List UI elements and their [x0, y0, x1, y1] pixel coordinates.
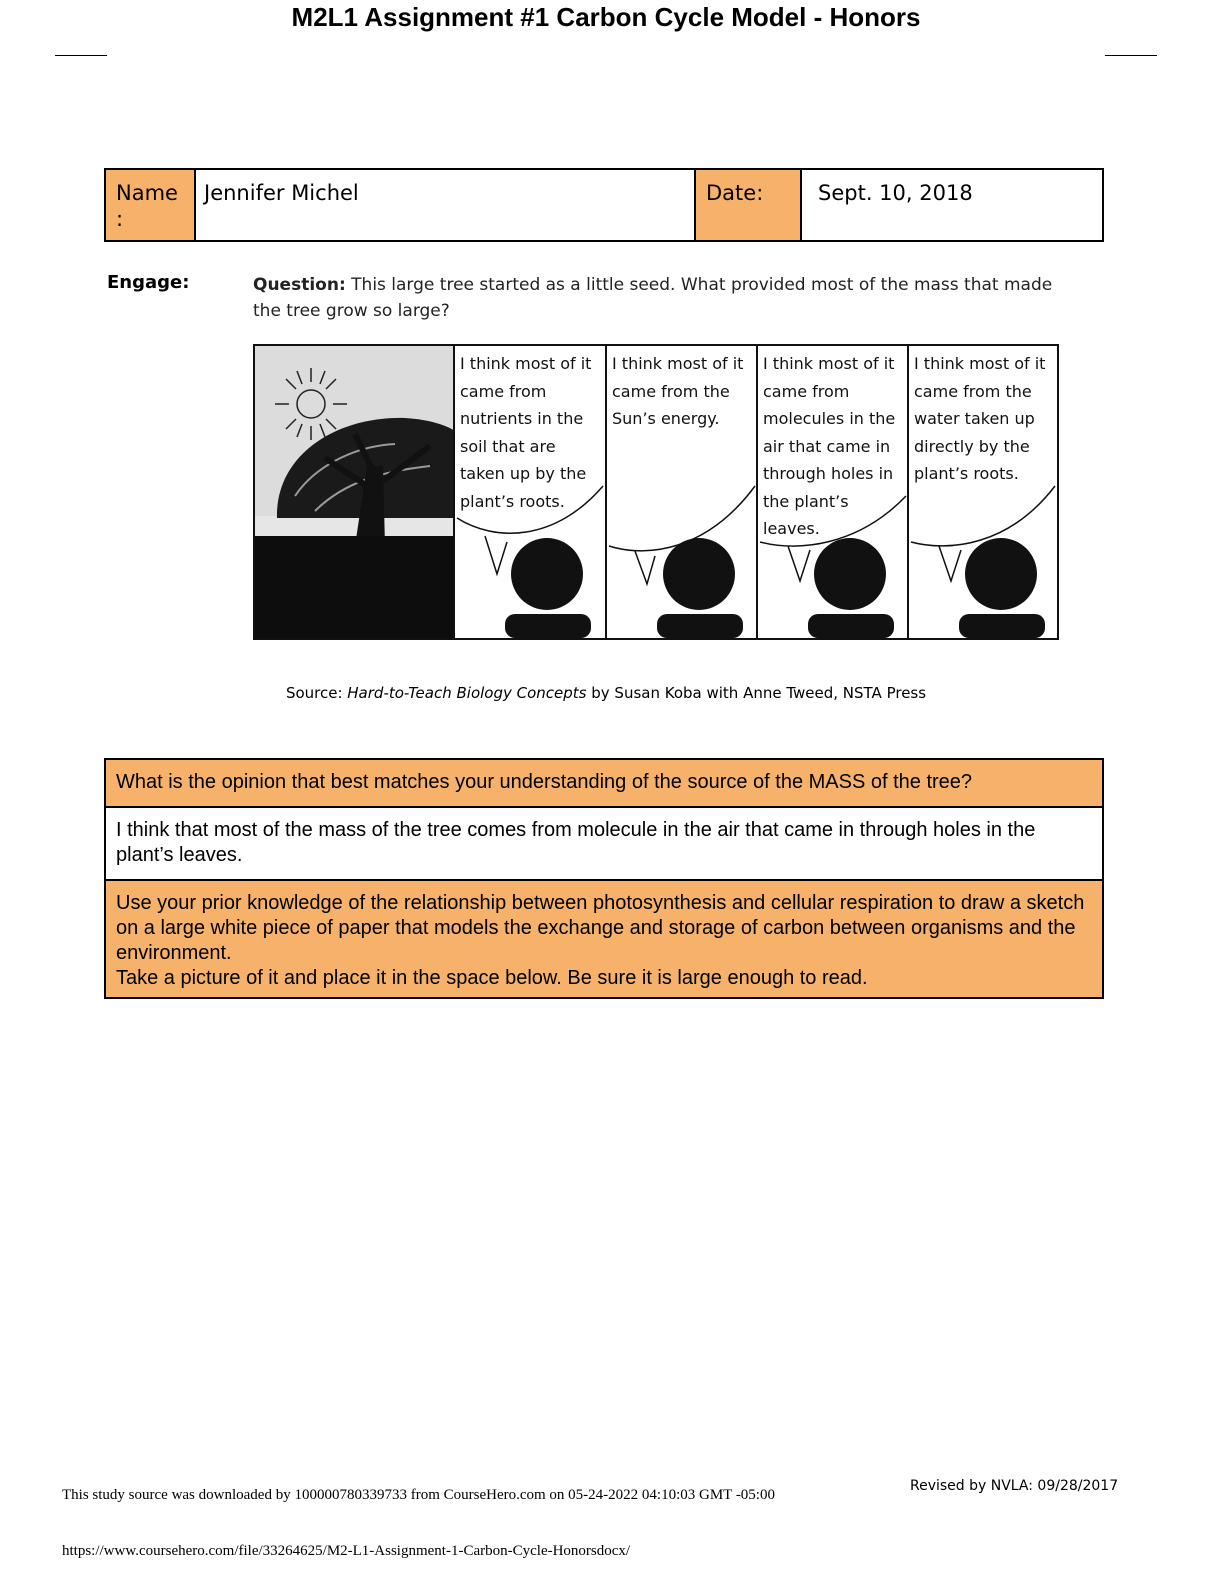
- tree-panel: [255, 346, 455, 638]
- panel-1-text: I think most of it came from nutrients in the soil that are taken up by the plant’s roots.: [460, 354, 592, 511]
- name-label: Name :: [106, 170, 196, 240]
- comic-panel-1: [453, 346, 605, 638]
- opinion-answer-field[interactable]: I think that most of the mass of the tree comes from molecule in the air that came in through holes in the plant’s leaves.: [106, 806, 1102, 879]
- comic-panel-2: [605, 346, 756, 638]
- tree-illustration-icon: [255, 346, 455, 638]
- sketch-instructions: [106, 879, 1102, 997]
- panel-2-text: I think most of it came from the Sun’s energy.: [612, 354, 744, 428]
- opinion-question: What is the opinion that best matches your understanding of the source of the MASS of the tree?: [106, 760, 1102, 806]
- instructions-text-2: Take a picture of it and place it in the space below. Be sure it is large enough to read.: [116, 967, 868, 989]
- source-book-title: Hard-to-Teach Biology Concepts: [347, 684, 587, 702]
- question-bold-label: Question:: [253, 275, 346, 295]
- comic-panel-4: [907, 346, 1057, 638]
- panel-4-text: I think most of it came from the water taken up directly by the plant’s roots.: [914, 354, 1046, 483]
- source-prefix: Source:: [285, 684, 348, 702]
- comic-question: [253, 272, 1063, 324]
- instructions-text: Use your prior knowledge of the relationship between photosynthesis and cellular respiration to draw a sketch on a large white piece of paper that models the exchange and storage of carbon between organisms and the environment.: [116, 892, 1085, 964]
- revision-note: Revised by NVLA: 09/28/2017: [910, 1478, 1119, 1494]
- date-field[interactable]: Sept. 10, 2018: [802, 170, 1102, 240]
- page-title: M2L1 Assignment #1 Carbon Cycle Model - Honors: [291, 2, 921, 32]
- question-table: [104, 758, 1104, 999]
- question-text: This large tree started as a little seed. What provided most of the mass that made the tree grow so large?: [253, 275, 1053, 321]
- header-rule-left: [55, 55, 107, 56]
- header-rule-right: [1105, 55, 1157, 56]
- source-suffix: by Susan Koba with Anne Tweed, NSTA Press: [586, 684, 927, 702]
- download-note: This study source was downloaded by 100000780339733 from CourseHero.com on 05-24-2022 04:10:03 GMT -05:00: [62, 1487, 775, 1503]
- comic-strip: [253, 344, 1059, 640]
- source-url-link[interactable]: https://www.coursehero.com/file/33264625/M2-L1-Assignment-1-Carbon-Cycle-Honorsdocx/: [62, 1543, 631, 1559]
- date-label: Date:: [696, 170, 802, 240]
- panel-3-text: I think most of it came from molecules in the air that came in through holes in the plant’s leaves.: [763, 354, 896, 538]
- source-citation: [0, 684, 1212, 702]
- name-field[interactable]: Jennifer Michel: [196, 170, 696, 240]
- comic-panel-3: [756, 346, 907, 638]
- comic-figure: [253, 272, 1063, 644]
- student-info-table: [104, 168, 1104, 242]
- engage-label: Engage:: [107, 272, 190, 293]
